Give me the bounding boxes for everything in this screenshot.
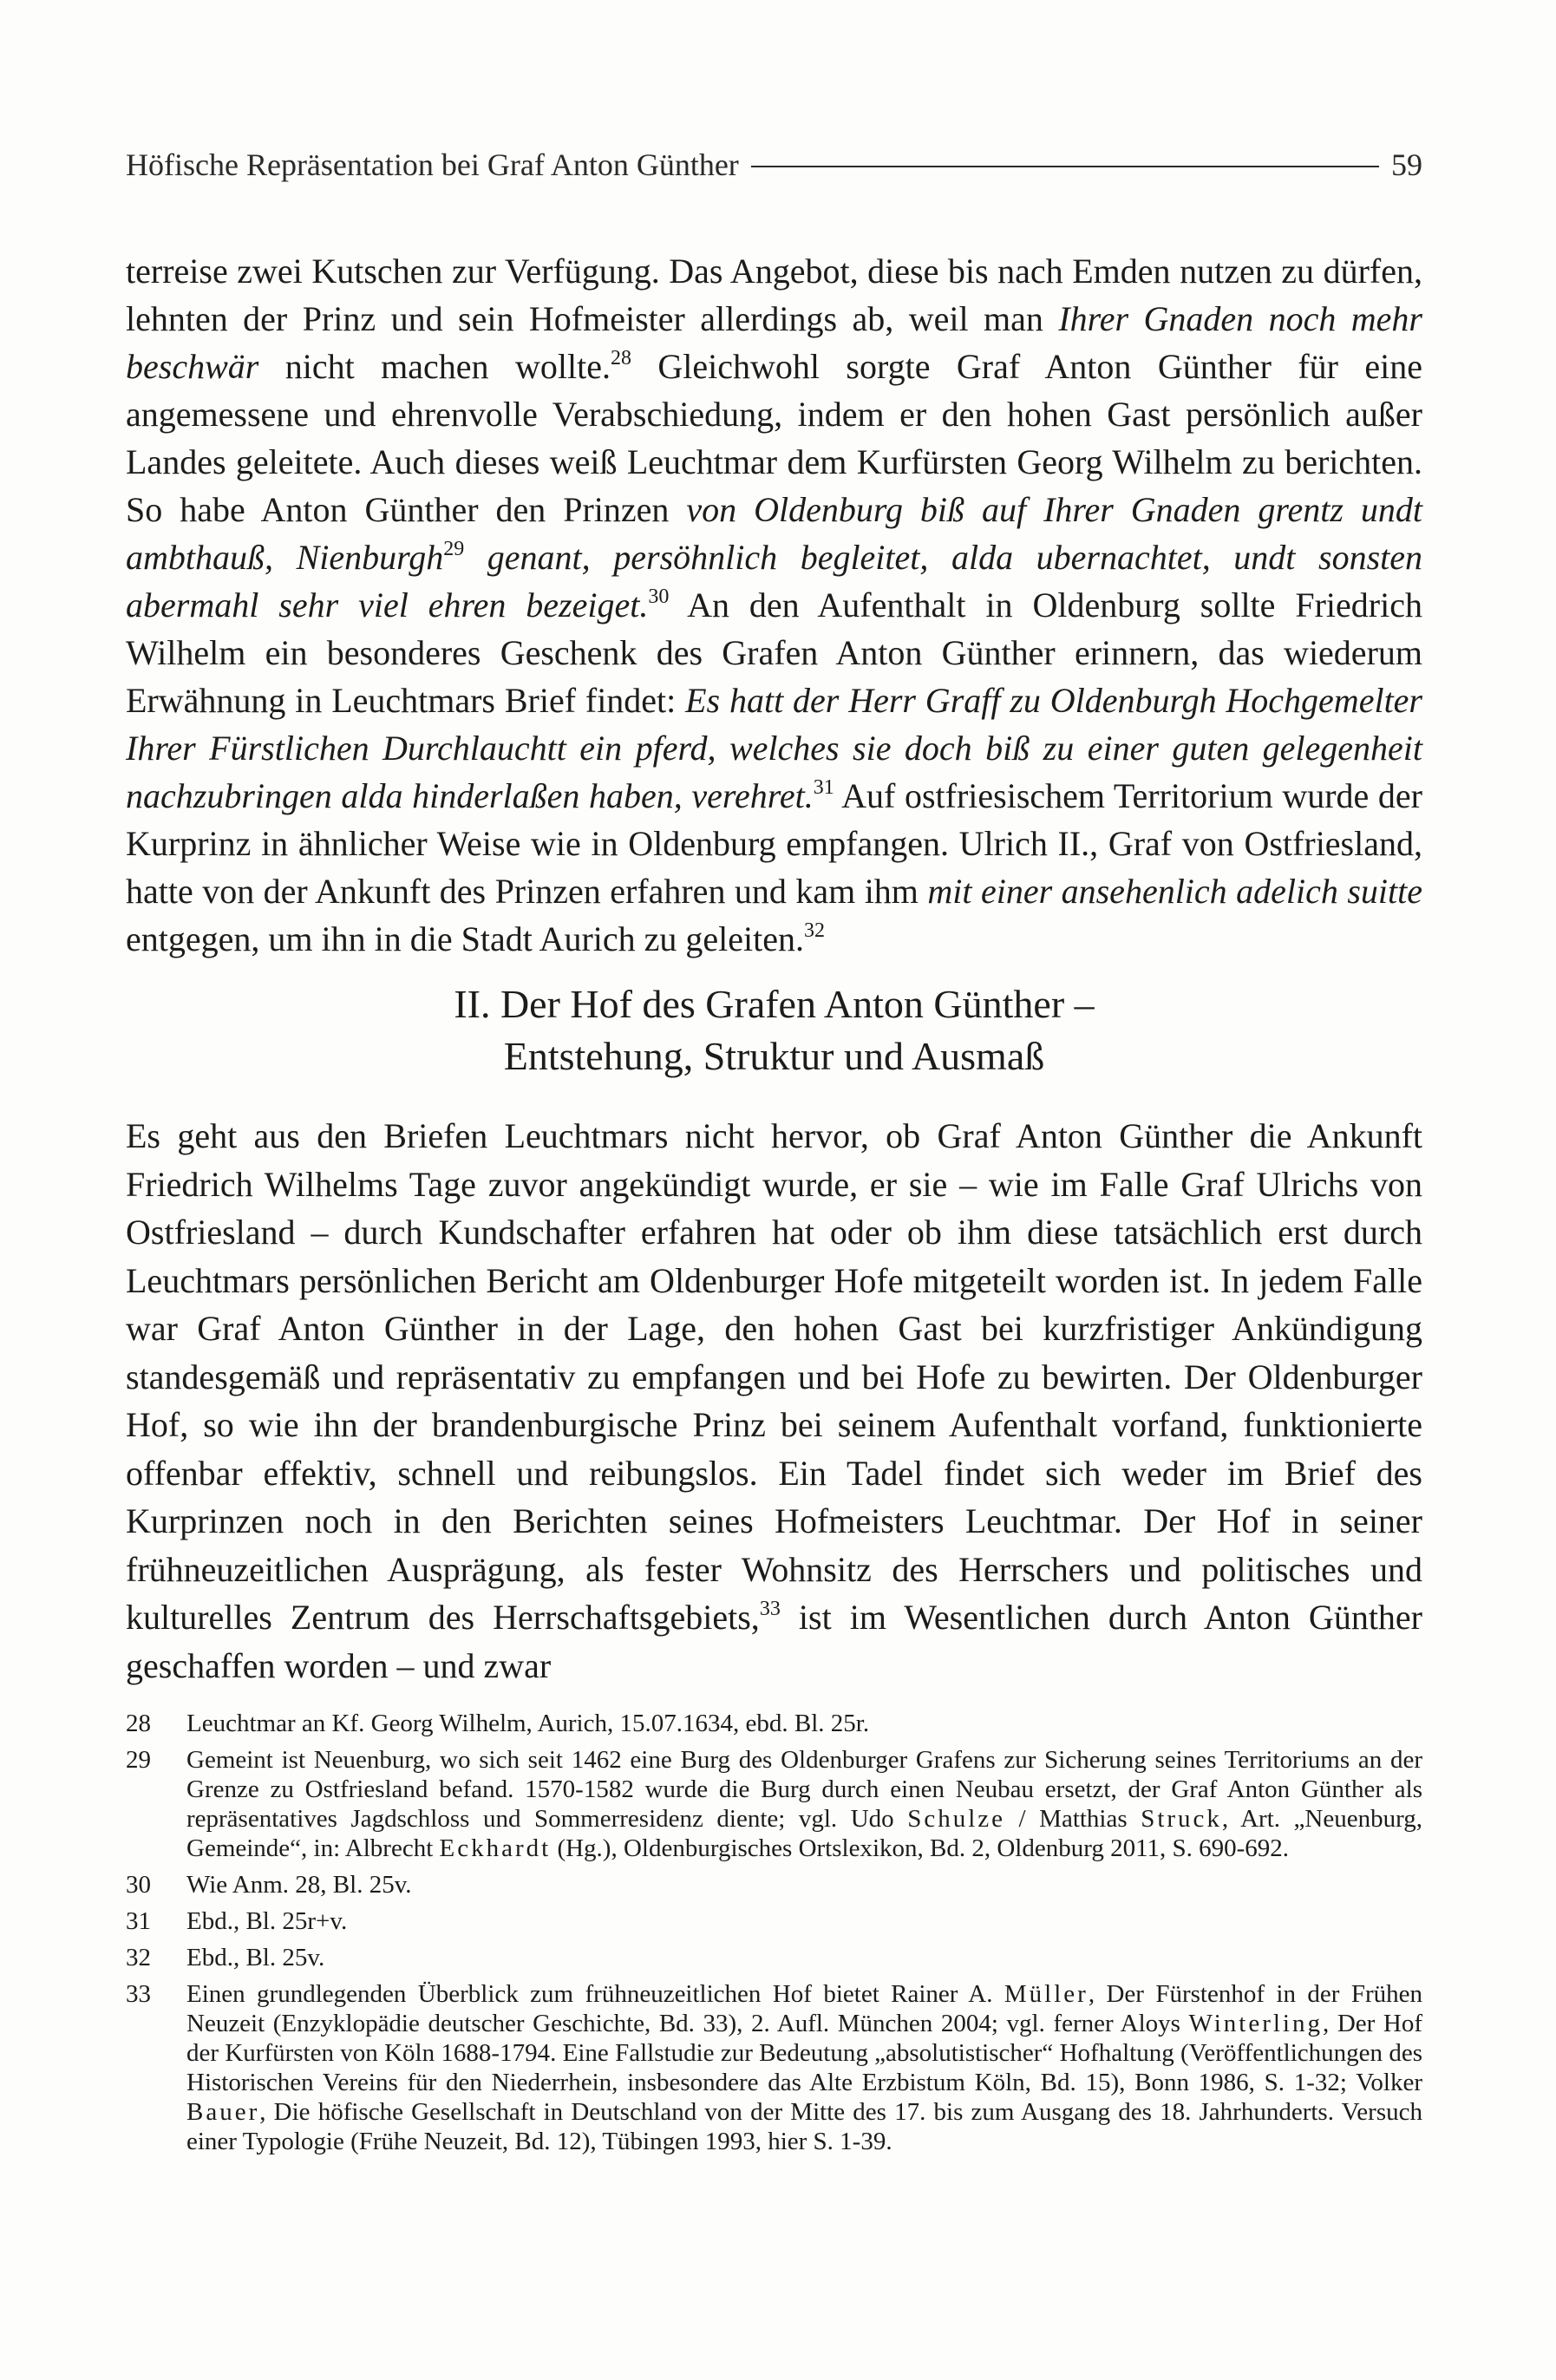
text-run: ist im Wesentlichen durch Anton Günther geschaffen worden – und zwar: [126, 1598, 1423, 1685]
footnote-ref-33[interactable]: 33: [759, 1597, 781, 1620]
footnote-number: 33: [126, 1980, 151, 2008]
quote-run: von Oldenburg biß auf Ihrer Gnaden grentz undt ambthauß, Nienburgh: [126, 490, 1422, 577]
footnote-text: Ebd., Bl. 25r+v.: [186, 1907, 348, 1935]
author-name: Struck: [1141, 1805, 1222, 1833]
footnote-ref-32[interactable]: 32: [804, 919, 826, 942]
text-run: An den Aufenthalt in Oldenburg sollte Friedrich Wilhelm ein besonderes Geschenk des Grafen Anton Günther erinnern, das wiederum Erwähnung in Leuchtmars Brief findet:: [126, 585, 1422, 720]
text-run: Gleichwohl sorgte Graf Anton Günther für eine angemessene und ehrenvolle Verabschiedung, indem er den hohen Gast persönlich außer Landes geleitete. Auch dieses weiß Leuchtmar dem Kurfürsten Georg Wilhelm zu berichten. So habe Anton Günther den Prinzen: [126, 347, 1423, 529]
text-run: entgegen, um ihn in die Stadt Aurich zu geleiten.: [126, 919, 805, 958]
author-name: Eckhardt: [439, 1834, 552, 1862]
text-run: , Art. „Neuenburg, Gemeinde“, in: Albrecht: [186, 1805, 1422, 1862]
footnotes: [126, 1709, 1422, 2163]
text-run: , Der Hof der Kurfürsten von Köln 1688-1794. Eine Fallstudie zur Bedeutung „absolutistischer“ Hofhaltung (Veröffentlichungen des Historischen Vereins für den Niederrhein, insbesondere das Alte Erzbistum Köln, Bd. 15), Bonn 1986, S. 1-32; Volker: [186, 2010, 1422, 2096]
author-name: Schulze: [907, 1805, 1006, 1833]
footnote-text: Ebd., Bl. 25v.: [186, 1944, 325, 1971]
footnote-number: 28: [126, 1710, 151, 1737]
footnote-ref-28[interactable]: 28: [610, 346, 631, 369]
text-run: , Die höfische Gesellschaft in Deutschland von der Mitte des 17. bis zum Ausgang des 18. Jahrhunderts. Versuch einer Typologie (Frühe Neuzeit, Bd. 12), Tübingen 1993, hier S. 1-39.: [186, 2098, 1422, 2155]
footnote-33: [126, 1979, 1422, 2156]
text-run: , Der Fürstenhof in der Frühen Neuzeit (Enzyklopädie deutscher Geschichte, Bd. 33), 2. Aufl. München 2004; vgl. ferner Aloys: [186, 1980, 1422, 2037]
text-run: / Matthias: [1005, 1805, 1141, 1833]
text-run: (Hg.), Oldenburgisches Ortslexikon, Bd. 2, Oldenburg 2011, S. 690-692.: [551, 1834, 1290, 1862]
author-name: Müller: [1004, 1980, 1089, 2008]
footnote-ref-30[interactable]: 30: [648, 585, 670, 608]
author-name: Winterling: [1188, 2010, 1323, 2037]
running-title: Höfische Repräsentation bei Graf Anton Günther: [126, 147, 739, 182]
footnote-29: [126, 1745, 1422, 1863]
footnote-ref-31[interactable]: 31: [813, 775, 834, 799]
heading-line-1: II. Der Hof des Grafen Anton Günther –: [454, 982, 1095, 1026]
text-run: Auf ostfriesischem Territorium wurde der Kurprinz in ähnlicher Weise wie in Oldenburg empfangen. Ulrich II., Graf von Ostfriesland, hatte von der Ankunft des Prinzen erfahren und kam ihm: [126, 776, 1422, 911]
text-run: Gemeint ist Neuenburg, wo sich seit 1462 eine Burg des Oldenburger Grafens zur Sicherung seines Territoriums an der Grenze zu Ostfriesland befand. 1570-1582 wurde die Burg durch einen Neubau ersetzt, der Graf Anton Günther als repräsentatives Jagdschloss und Sommerresidenz diente; vgl. Udo: [186, 1746, 1422, 1833]
footnote-number: 31: [126, 1907, 151, 1935]
footnote-31: [126, 1906, 1422, 1936]
paragraph-2: [126, 1112, 1422, 1690]
section-heading: [126, 978, 1422, 1082]
footnote-30: [126, 1870, 1422, 1899]
footnote-28: [126, 1709, 1422, 1738]
footnote-text: [186, 1979, 1422, 2156]
text-run: nicht machen wollte.: [258, 347, 611, 386]
quote-run: Es hatt der Herr Graff zu Oldenburgh Hochgemelter Ihrer Fürstlichen Durchlauchtt ein pferd, welches sie doch biß zu einer guten gelegenheit nachzubringen alda hinderlaßen haben, verehret.: [126, 681, 1422, 815]
footnote-number: 29: [126, 1746, 151, 1774]
footnote-text: [186, 1745, 1422, 1863]
heading-line-2: Entstehung, Struktur und Ausmaß: [503, 1034, 1045, 1078]
quote-run: Ihrer Gnaden noch mehr beschwär: [126, 299, 1422, 386]
quote-run: genant, persöhnlich begleitet, alda ubernachtet, undt sonsten abermahl sehr viel ehren bezeiget.: [126, 538, 1422, 624]
author-name: Bauer: [186, 2098, 260, 2126]
quote-run: mit einer ansehenlich adelich suitte: [927, 872, 1422, 911]
header-rule: [751, 166, 1379, 167]
footnote-text: Leuchtmar an Kf. Georg Wilhelm, Aurich, 15.07.1634, ebd. Bl. 25r.: [186, 1710, 870, 1737]
footnote-number: 30: [126, 1871, 151, 1899]
footnote-number: 32: [126, 1944, 151, 1971]
footnote-ref-29[interactable]: 29: [443, 537, 465, 560]
running-header: [126, 139, 1422, 191]
text-run: terreise zwei Kutschen zur Verfügung. Das Angebot, diese bis nach Emden nutzen zu dürfen, lehnten der Prinz und sein Hofmeister allerdings ab, weil man: [126, 252, 1422, 338]
footnote-text: Wie Anm. 28, Bl. 25v.: [186, 1871, 412, 1899]
page-number: 59: [1391, 147, 1422, 182]
paragraph-1: [126, 247, 1422, 963]
text-run: Einen grundlegenden Überblick zum frühneuzeitlichen Hof bietet Rainer A.: [186, 1980, 1004, 2008]
footnote-32: [126, 1943, 1422, 1972]
text-run: Es geht aus den Briefen Leuchtmars nicht hervor, ob Graf Anton Günther die Ankunft Friedrich Wilhelms Tage zuvor angekündigt wurde, er sie – wie im Falle Graf Ulrichs von Ostfriesland – durch Kundschafter erfahren hat oder ob ihm diese tatsächlich erst durch Leuchtmars persönlichen Bericht am Oldenburger Hofe mitgeteilt worden ist. In jedem Falle war Graf Anton Günther in der Lage, den hohen Gast bei kurzfristiger Ankündigung standesgemäß und repräsentativ zu empfangen und bei Hofe zu bewirten. Der Oldenburger Hof, so wie ihn der brandenburgische Prinz bei seinem Aufenthalt vorfand, funktionierte offenbar effektiv, schnell und reibungslos. Ein Tadel findet sich weder im Brief des Kurprinzen noch in den Berichten seines Hofmeisters Leuchtmar. Der Hof in seiner frühneuzeitlichen Ausprägung, als fester Wohnsitz des Herrschers und politisches und kulturelles Zentrum des Herrschaftsgebiets,: [126, 1116, 1422, 1637]
